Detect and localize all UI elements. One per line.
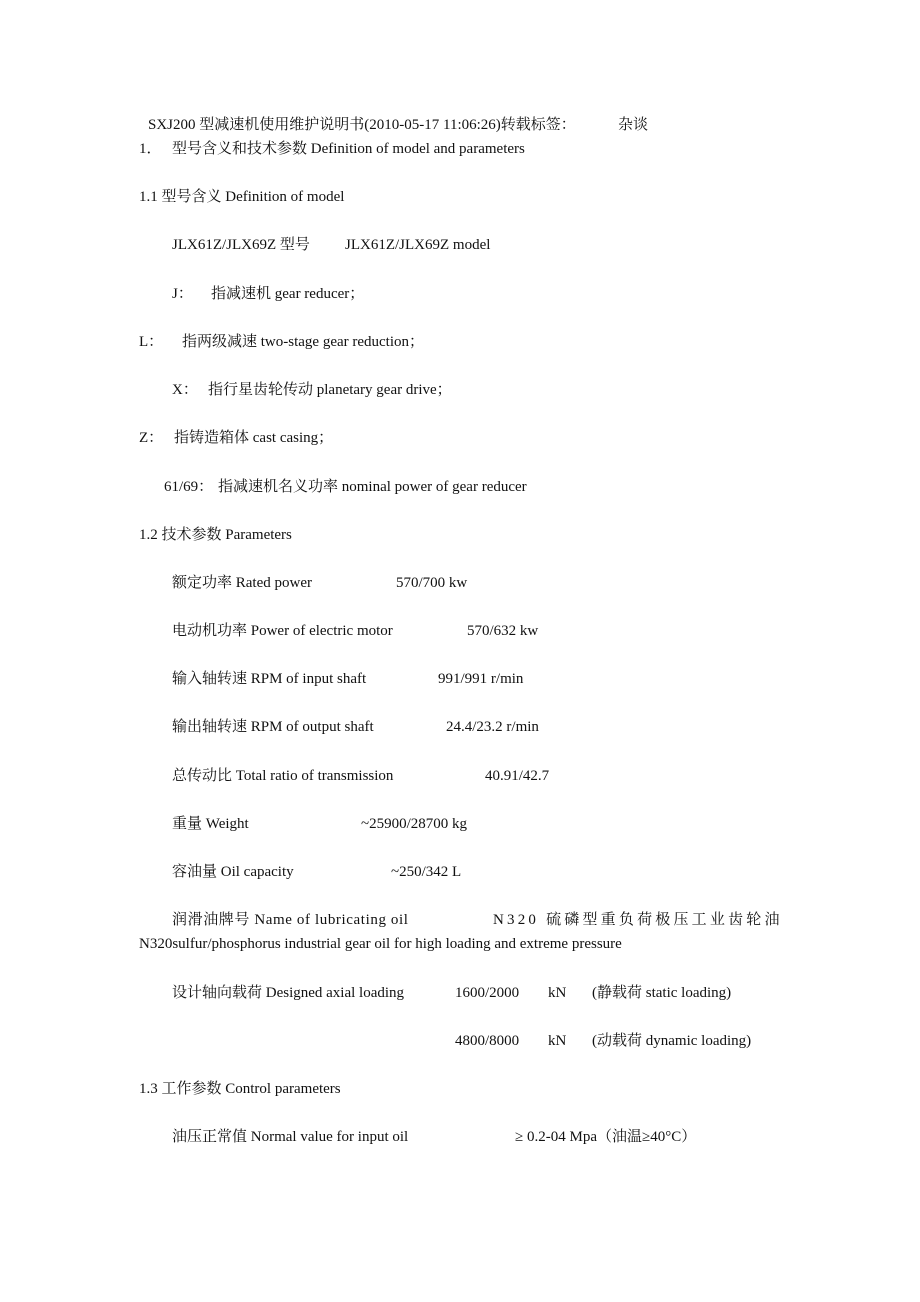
section-number: 1． bbox=[139, 141, 162, 157]
code-desc: 指减速机名义功率 nominal power of gear reducer bbox=[218, 479, 527, 495]
param-label: 重量 Weight bbox=[172, 816, 249, 832]
param-value: 1600/2000 bbox=[455, 985, 520, 1001]
param-unit: kN bbox=[548, 985, 567, 1001]
param-label: 额定功率 Rated power bbox=[172, 575, 312, 591]
section-1-3-heading: 1.3 工作参数 Control parameters bbox=[139, 1081, 341, 1097]
param-unit: kN bbox=[548, 1033, 567, 1049]
title-text: SXJ200 型减速机使用维护说明书(2010-05-17 11:06:26)转载标签： bbox=[148, 117, 576, 133]
model-en: JLX61Z/JLX69Z model bbox=[345, 237, 491, 253]
param-label: 润滑油牌号 Name of lubricating oil bbox=[172, 912, 409, 928]
code-label: X： bbox=[172, 382, 198, 398]
section-1-2-heading: 1.2 技术参数 Parameters bbox=[139, 527, 292, 543]
param-note: (动载荷 dynamic loading) bbox=[592, 1033, 752, 1049]
param-note: (静载荷 static loading) bbox=[592, 985, 732, 1001]
param-value: ~250/342 L bbox=[391, 864, 462, 880]
param-label: 设计轴向载荷 Designed axial loading bbox=[172, 985, 405, 1001]
section-title: 型号含义和技术参数 Definition of model and parameters bbox=[172, 141, 525, 157]
param-value: 570/632 kw bbox=[467, 623, 539, 639]
param-label: 输出轴转速 RPM of output shaft bbox=[172, 719, 374, 735]
code-label: J： bbox=[172, 286, 193, 302]
code-desc: 指铸造箱体 cast casing； bbox=[174, 430, 334, 446]
param-lubricating-oil-en: N320sulfur/phosphorus industrial gear oil for high loading and extreme pressure bbox=[139, 936, 622, 952]
code-desc: 指减速机 gear reducer； bbox=[211, 286, 365, 302]
section-1-1-heading: 1.1 型号含义 Definition of model bbox=[139, 189, 345, 205]
model-cn: JLX61Z/JLX69Z 型号 bbox=[172, 237, 310, 253]
param-value: 570/700 kw bbox=[396, 575, 468, 591]
param-value-cn: N320 硫磷型重负荷极压工业齿轮油 bbox=[493, 912, 783, 928]
param-value: 40.91/42.7 bbox=[485, 768, 550, 784]
param-value: 24.4/23.2 r/min bbox=[446, 719, 539, 735]
param-label: 容油量 Oil capacity bbox=[172, 864, 294, 880]
param-value: 991/991 r/min bbox=[438, 671, 524, 687]
param-value: 4800/8000 bbox=[455, 1033, 520, 1049]
param-label: 油压正常值 Normal value for input oil bbox=[172, 1129, 409, 1145]
title-tag: 杂谈 bbox=[618, 117, 649, 133]
code-desc: 指两级减速 two-stage gear reduction； bbox=[182, 334, 425, 350]
param-label: 总传动比 Total ratio of transmission bbox=[172, 768, 394, 784]
param-label: 电动机功率 Power of electric motor bbox=[172, 623, 393, 639]
param-label: 输入轴转速 RPM of input shaft bbox=[172, 671, 367, 687]
code-label: L： bbox=[139, 334, 164, 350]
code-label: 61/69： bbox=[164, 479, 214, 495]
param-value: ≥ 0.2-04 Mpa（油温≥40°C） bbox=[515, 1129, 697, 1145]
code-desc: 指行星齿轮传动 planetary gear drive； bbox=[208, 382, 452, 398]
param-value: ~25900/28700 kg bbox=[361, 816, 468, 832]
code-label: Z： bbox=[139, 430, 164, 446]
